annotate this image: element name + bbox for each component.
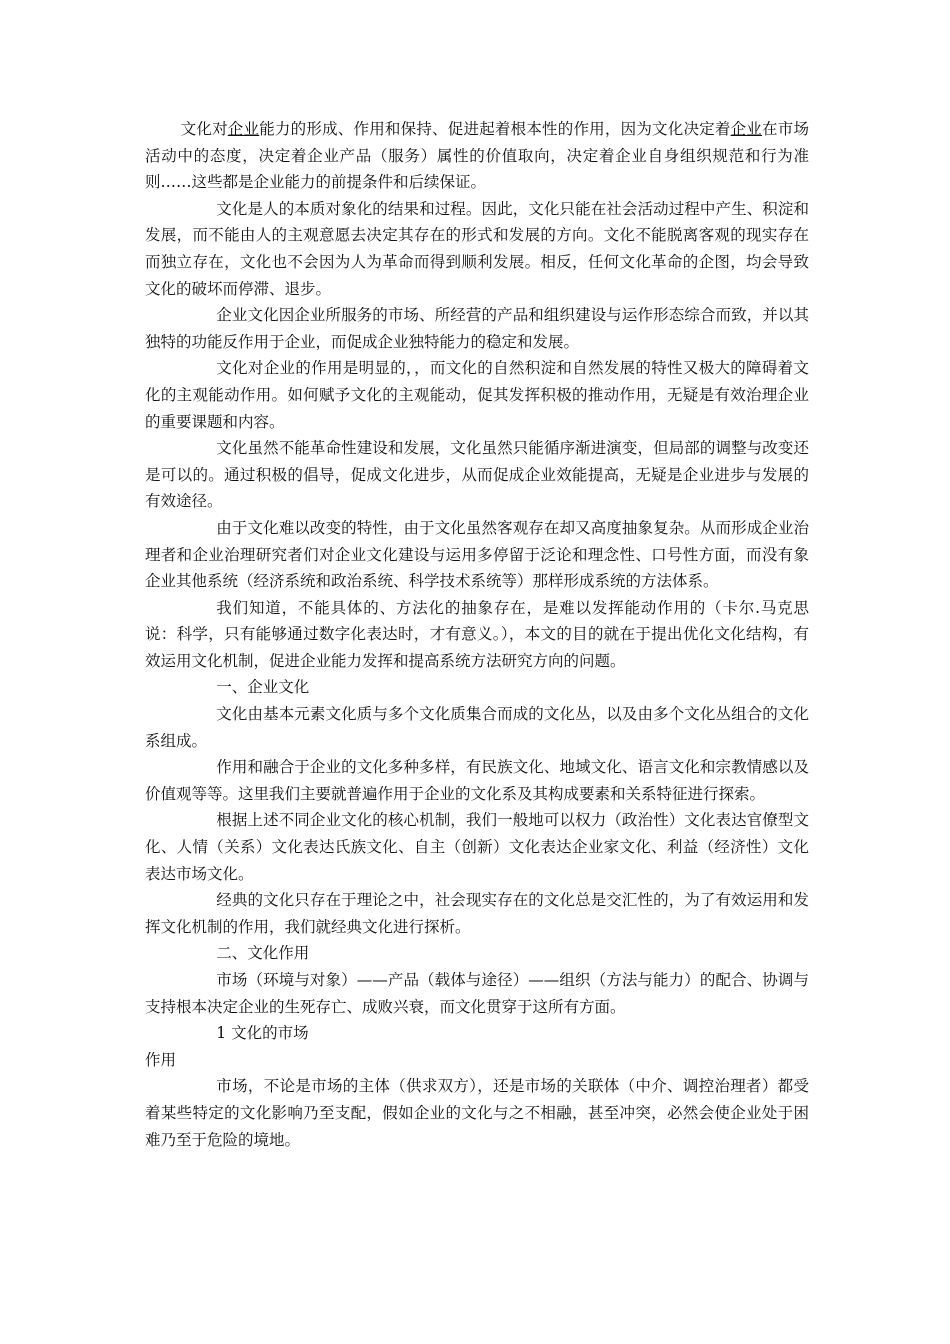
paragraph-1-text-a: 文化对 xyxy=(180,120,228,138)
link-enterprise-2[interactable]: 企业 xyxy=(730,120,763,138)
paragraph-5: 文化虽然不能革命性建设和发展，文化虽然只能循序渐进演变，但局部的调整与改变还是可以的。通过积极的倡导，促成文化进步，从而促成企业效能提高，无疑是企业进步与发展的有效途径。 xyxy=(145,439,809,511)
paragraph-7: 我们知道，不能具体的、方法化的抽象存在，是难以发挥能动作用的（卡尔.马克思说：科学，只有能够通过数字化表达时，才有意义。），本文的目的就在于提出优化文化结构，有效运用文化机制，促进企业能力发挥和提高系统方法研究方向的问题。 xyxy=(145,598,809,670)
paragraph-10: 根据上述不同企业文化的核心机制，我们一般地可以权力（政治性）文化表达官僚型文化、人情（关系）文化表达氏族文化、自主（创新）文化表达企业家文化、利益（经济性）文化表达市场文化。 xyxy=(145,811,809,883)
paragraph-1 xyxy=(145,116,809,196)
subsection-heading-1: 1 文化的市场 xyxy=(216,1024,309,1043)
link-enterprise-1[interactable]: 企业 xyxy=(227,120,260,138)
paragraph-11: 经典的文化只存在于理论之中，社会现实存在的文化总是交汇性的，为了有效运用和发挥文化机制的作用，我们就经典文化进行探析。 xyxy=(145,891,809,936)
paragraph-6: 由于文化难以改变的特性，由于文化虽然客观存在却又高度抽象复杂。从而形成企业治理者和企业治理研究者们对企业文化建设与运用多停留于泛论和理念性、口号性方面，而没有象企业其他系统（经济系统和政治系统、科学技术系统等）那样形成系统的方法体系。 xyxy=(145,518,809,591)
document-body xyxy=(145,116,809,1153)
paragraph-3: 企业文化因企业所服务的市场、所经营的产品和组织建设与运作形态综合而致，并以其独特的功能反作用于企业，而促成企业独特能力的稳定和发展。 xyxy=(145,306,809,351)
paragraph-12: 市场（环境与对象）——产品（载体与途径）——组织（方法与能力）的配合、协调与支持根本决定企业的生死存亡、成败兴衰，而文化贯穿于这所有方面。 xyxy=(145,971,809,1016)
section-heading-2: 二、文化作用 xyxy=(216,944,310,963)
paragraph-9: 作用和融合于企业的文化多种多样，有民族文化、地域文化、语言文化和宗教情感以及价值观等等。这里我们主要就普遍作用于企业的文化系及其构成要素和关系特征进行探索。 xyxy=(145,758,809,803)
subsection-heading-1-tail: 作用 xyxy=(145,1050,177,1069)
paragraph-1-text-b: 能力的形成、作用和保持、促进起着根本性的作用，因为文化决定着 xyxy=(259,120,731,138)
paragraph-2: 文化是人的本质对象化的结果和过程。因此，文化只能在社会活动过程中产生、积淀和发展，而不能由人的主观意愿去决定其存在的形式和发展的方向。文化不能脱离客观的现实存在而独立存在，文化也不会因为人为革命而得到顺利发展。相反，任何文化革命的企图，均会导致文化的破坏而停滞、退步。 xyxy=(145,199,809,298)
section-heading-1: 一、企业文化 xyxy=(216,678,310,697)
paragraph-4: 文化对企业的作用是明显的，，而文化的自然积淀和自然发展的特性又极大的障碍着文化的主观能动作用。如何赋予文化的主观能动，促其发挥积极的推动作用，无疑是有效治理企业的重要课题和内容。 xyxy=(145,359,809,431)
paragraph-8: 文化由基本元素文化质与多个文化质集合而成的文化丛，以及由多个文化丛组合的文化系组成。 xyxy=(145,705,809,750)
paragraph-1-text-c: 在市场活动中的态度，决定着企业产品（服务）属性的价值取向，决定着企业自身组织规范和行为准则……这些都是企业能力的前提条件和后续保证。 xyxy=(145,120,809,192)
paragraph-13: 市场，不论是市场的主体（供求双方），还是市场的关联体（中介、调控治理者）都受着某些特定的文化影响乃至支配，假如企业的文化与之不相融，甚至冲突，必然会使企业处于困难乃至于危险的境地。 xyxy=(145,1077,809,1149)
